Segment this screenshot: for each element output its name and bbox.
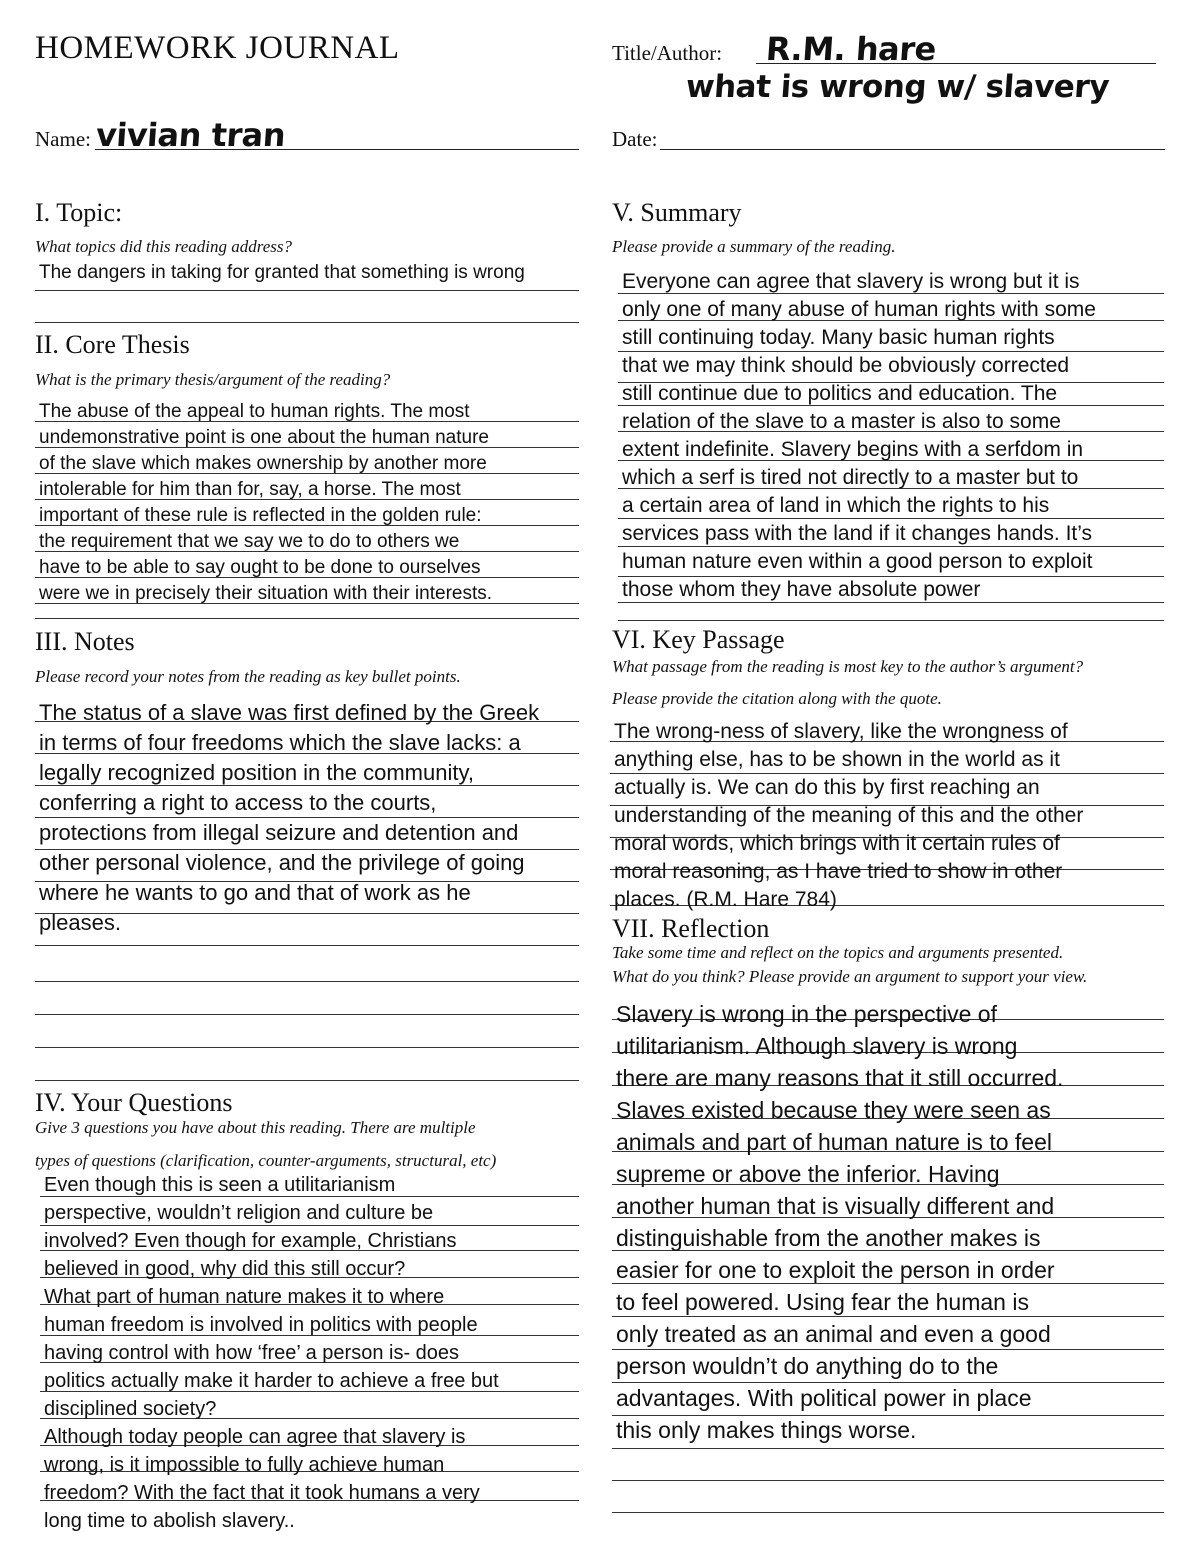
answer-line: protections from illegal seizure and detention and [39,820,519,845]
answer-line: were we in precisely their situation with their interests. [39,583,493,604]
answer-line: extent indefinite. Slavery begins with a serfdom in [622,438,1084,461]
answer-line: The abuse of the appeal to human rights. The most [39,401,470,422]
answer-line: utilitarianism. Although slavery is wrong [616,1033,1018,1059]
answer-line: pleases. [39,910,121,935]
answer-line: only treated as an animal and even a good [616,1321,1051,1347]
answer-line: wrong, is it impossible to fully achieve human [44,1454,445,1476]
passage-prompt-2: Please provide the citation along with the quote. [612,689,942,708]
answer-line: understanding of the meaning of this and the other [614,804,1084,827]
answer-line: another human that is visually different and [616,1193,1055,1219]
reflection-prompt-1: Take some time and reflect on the topics and arguments presented. [612,943,1064,962]
answer-line: The status of a slave was first defined by the Greek [39,700,540,725]
author-value[interactable]: R.M. hare [764,30,938,68]
answer-line: The wrong-ness of slavery, like the wrongness of [614,720,1068,743]
topic-heading: I. Topic: [35,198,123,227]
name-field-line [95,149,579,150]
name-value[interactable]: vivian tran [94,116,287,154]
answer-line: those whom they have absolute power [622,578,981,601]
thesis-heading: II. Core Thesis [35,330,190,359]
answer-line: important of these rule is reflected in the golden rule: [39,505,482,526]
passage-prompt-1: What passage from the reading is most key to the author’s argument? [612,657,1084,676]
notes-heading: III. Notes [35,627,135,656]
ruled-line [618,518,1164,519]
answer-line: undemonstrative point is one about the human nature [39,427,489,448]
answer-line: Although today people can agree that slavery is [44,1426,466,1448]
answer-line: this only makes things worse. [616,1417,917,1443]
answer-line: Slavery is wrong in the perspective of [616,1001,997,1027]
answer-line: of the slave which makes ownership by another more [39,453,487,474]
ruled-line [612,1480,1164,1481]
ruled-line [618,351,1164,352]
ruled-line [35,945,579,946]
ruled-line [612,1382,1164,1383]
questions-heading: IV. Your Questions [35,1088,233,1117]
answer-line: places. (R.M. Hare 784) [614,888,837,911]
answer-line: human nature even within a good person to exploit [622,550,1093,573]
answer-line: a certain area of land in which the rights to his [622,494,1050,517]
ruled-line [612,1512,1164,1513]
answer-line: disciplined society? [44,1398,217,1420]
answer-line: the requirement that we say we to do to others we [39,531,460,552]
answer-line: still continue due to politics and education. The [622,382,1058,405]
ruled-line [610,773,1164,774]
answer-line: supreme or above the inferior. Having [616,1161,1000,1187]
answer-line: Even though this is seen a utilitarianism [44,1174,396,1196]
journal-title: HOMEWORK JOURNAL [35,30,400,66]
answer-line: other personal violence, and the privilege of going [39,850,525,875]
answer-line: moral reasoning, as I have tried to show in other [614,860,1063,883]
answer-line: having control with how ‘free’ a person is- does [44,1342,460,1364]
answer-line: person wouldn’t do anything do to the [616,1353,999,1379]
answer-line: Slaves existed because they were seen as [616,1097,1051,1123]
answer-line: have to be able to say ought to be done to ourselves [39,557,481,578]
ruled-line [612,1415,1164,1416]
summary-heading: V. Summary [612,198,742,227]
answer-line: What part of human nature makes it to where [44,1286,445,1308]
answer-line: involved? Even though for example, Christians [44,1230,457,1252]
ruled-line [618,620,1164,621]
answer-line: there are many reasons that it still occurred. [616,1065,1064,1091]
answer-line: freedom? With the fact that it took humans a very [44,1482,480,1504]
answer-line: long time to abolish slavery.. [44,1510,295,1532]
ruled-line [35,1047,579,1048]
ruled-line [618,576,1164,577]
work-title-value[interactable]: what is wrong w/ slavery [684,69,1111,105]
date-field-line[interactable] [660,149,1165,150]
answer-line: which a serf is tired not directly to a master but to [622,466,1079,489]
answer-line: perspective, wouldn’t religion and culture be [44,1202,434,1224]
ruled-line [35,322,579,323]
answer-line: legally recognized position in the community, [39,760,474,785]
answer-line: The dangers in taking for granted that something is wrong [39,262,525,283]
answer-line: still continuing today. Many basic human rights [622,326,1055,349]
answer-line: animals and part of human nature is to feel [616,1129,1052,1155]
ruled-line [618,546,1164,547]
answer-line: anything else, has to be shown in the world as it [614,748,1060,771]
answer-line: believed in good, why did this still occur? [44,1258,406,1280]
answer-line: that we may think should be obviously corrected [622,354,1070,377]
questions-prompt-1: Give 3 questions you have about this reading. There are multiple [35,1118,476,1137]
answer-line: where he wants to go and that of work as he [39,880,471,905]
answer-line: moral words, which brings with it certain rules of [614,832,1060,855]
answer-line: in terms of four freedoms which the slave lacks: a [39,730,521,755]
answer-line: easier for one to exploit the person in order [616,1257,1055,1283]
answer-line: only one of many abuse of human rights with some [622,298,1096,321]
answer-line: advantages. With political power in place [616,1385,1032,1411]
answer-line: distinguishable from the another makes is [616,1225,1041,1251]
ruled-line [35,618,579,619]
answer-line: human freedom is involved in politics with people [44,1314,478,1336]
questions-prompt-2: types of questions (clarification, counter-arguments, structural, etc) [35,1151,497,1170]
name-label: Name: [35,127,91,151]
ruled-line [35,290,579,291]
answer-line: intolerable for him than for, say, a horse. The most [39,479,461,500]
ruled-line [612,1448,1164,1449]
reflection-heading: VII. Reflection [612,914,770,943]
title-author-field-line [756,63,1156,64]
answer-line: politics actually make it harder to achieve a free but [44,1370,499,1392]
ruled-line [612,1349,1164,1350]
reflection-prompt-2: What do you think? Please provide an argument to support your view. [612,967,1088,986]
title-author-label: Title/Author: [612,41,723,65]
thesis-prompt: What is the primary thesis/argument of the reading? [35,370,391,389]
date-label: Date: [612,127,658,151]
ruled-line [618,602,1164,603]
ruled-line [40,1225,579,1226]
answer-line: Everyone can agree that slavery is wrong but it is [622,270,1080,293]
answer-line: actually is. We can do this by first reaching an [614,776,1040,799]
notes-prompt: Please record your notes from the reading as key bullet points. [35,667,461,686]
ruled-line [35,981,579,982]
ruled-line [35,1080,579,1081]
topic-prompt: What topics did this reading address? [35,237,293,256]
passage-heading: VI. Key Passage [612,625,785,654]
answer-line: to feel powered. Using fear the human is [616,1289,1029,1315]
ruled-line [612,1316,1164,1317]
summary-prompt: Please provide a summary of the reading. [612,237,896,256]
answer-line: relation of the slave to a master is also to some [622,410,1061,433]
answer-line: services pass with the land if it changes hands. It’s [622,522,1093,545]
answer-line: conferring a right to access to the courts, [39,790,437,815]
ruled-line [35,1014,579,1015]
ruled-line [35,817,579,818]
